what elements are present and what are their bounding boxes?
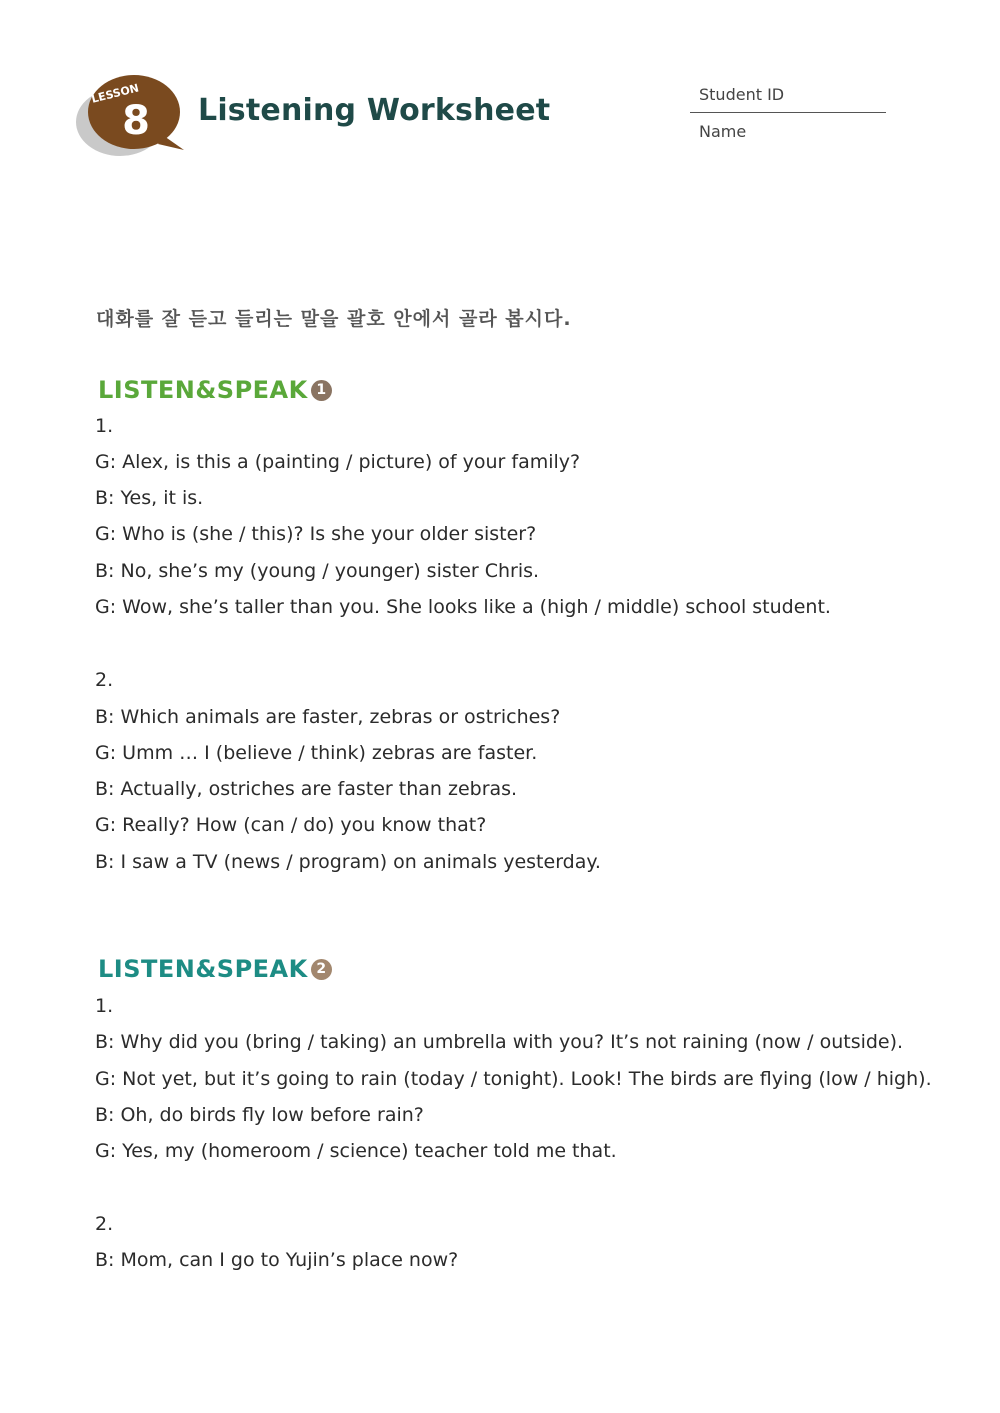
s1-q2-line: B: Which animals are faster, zebras or ostriches?	[95, 706, 561, 728]
s2-q1-line: G: Not yet, but it’s going to rain (today / tonight). Look! The birds are flying (low / high).	[95, 1068, 932, 1090]
s2-q1-number: 1.	[95, 995, 114, 1017]
section-2-number: 2	[311, 959, 332, 980]
section-1-header	[98, 376, 332, 404]
s2-q1-line: B: Oh, do birds fly low before rain?	[95, 1104, 424, 1126]
s1-q1-line: B: Yes, it is.	[95, 487, 204, 509]
s2-q1-line: B: Why did you (bring / taking) an umbrella with you? It’s not raining (now / outside).	[95, 1031, 904, 1053]
s1-q2-line: G: Really? How (can / do) you know that?	[95, 814, 487, 836]
s2-q2-line: B: Mom, can I go to Yujin’s place now?	[95, 1249, 459, 1271]
s1-q1-number: 1.	[95, 415, 114, 437]
s1-q1-line: G: Who is (she / this)? Is she your older sister?	[95, 523, 537, 545]
s1-q2-line: B: Actually, ostriches are faster than zebras.	[95, 778, 518, 800]
name-label: Name	[699, 122, 747, 141]
section-2-header	[98, 955, 332, 983]
lesson-number: 8	[122, 98, 150, 144]
s1-q1-line: B: No, she’s my (young / younger) sister Chris.	[95, 560, 540, 582]
s1-q2-line: G: Umm … I (believe / think) zebras are faster.	[95, 742, 538, 764]
student-id-label: Student ID	[690, 82, 886, 113]
s1-q2-line: B: I saw a TV (news / program) on animals yesterday.	[95, 851, 601, 873]
listen-speak-logo-2: LISTEN&SPEAK	[98, 955, 308, 983]
badge-lesson-label: LESSON	[90, 81, 141, 106]
page-title: Listening Worksheet	[198, 93, 551, 128]
section-1-number: 1	[311, 380, 332, 401]
s1-q1-line: G: Wow, she’s taller than you. She looks like a (high / middle) school student.	[95, 596, 831, 618]
s1-q2-number: 2.	[95, 669, 114, 691]
instruction: 대화를 잘 듣고 들리는 말을 괄호 안에서 골라 봅시다.	[96, 308, 572, 330]
lesson-badge	[72, 70, 184, 160]
s2-q2-number: 2.	[95, 1213, 114, 1235]
student-info	[690, 82, 886, 149]
listen-speak-logo-1: LISTEN&SPEAK	[98, 376, 308, 404]
s2-q1-line: G: Yes, my (homeroom / science) teacher told me that.	[95, 1140, 617, 1162]
s1-q1-line: G: Alex, is this a (painting / picture) of your family?	[95, 451, 581, 473]
